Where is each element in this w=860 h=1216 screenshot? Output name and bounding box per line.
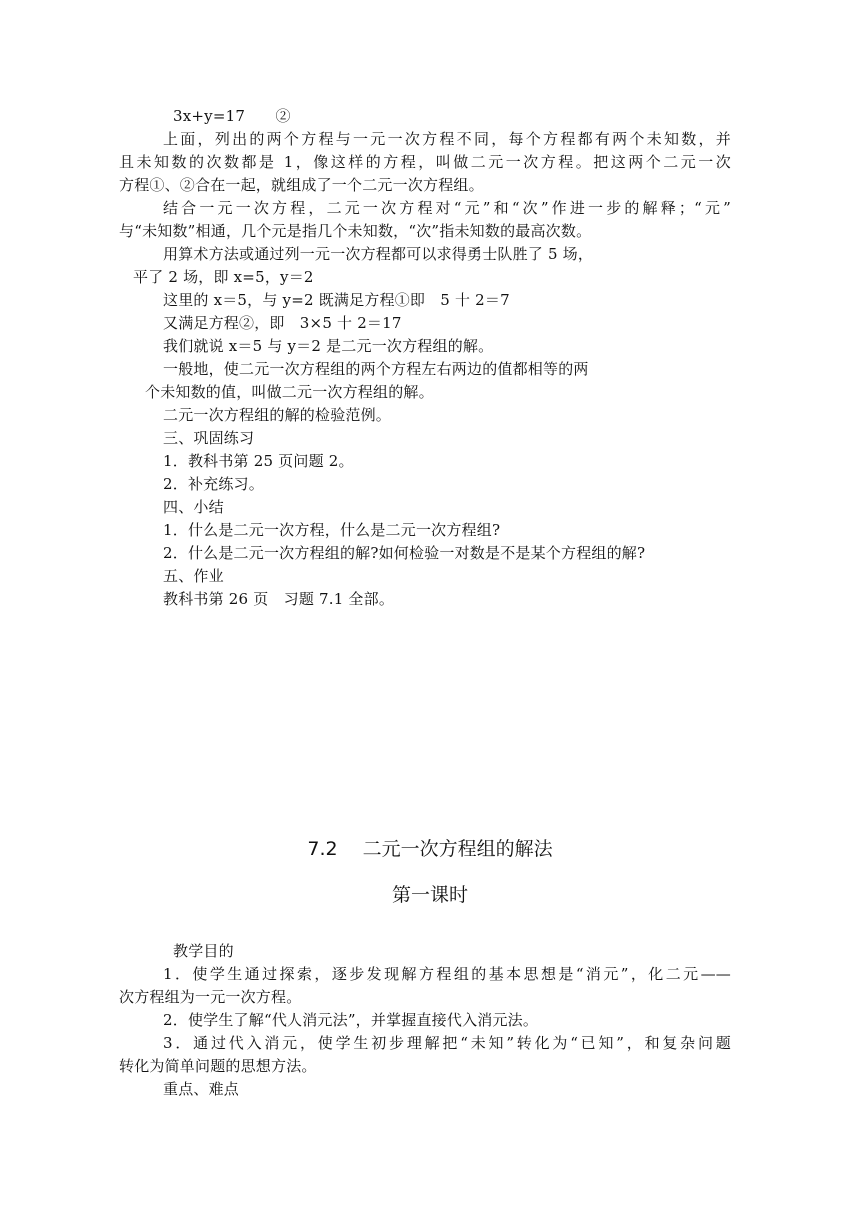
- paragraph-line: 2．使学生了解“代人消元法”，并掌握直接代入消元法。: [163, 1011, 539, 1029]
- list-item: 2．补充练习。: [163, 475, 264, 493]
- section-heading: 四、小结: [163, 498, 224, 516]
- paragraph-line: 我们就说 x＝5 与 y＝2 是二元一次方程组的解。: [163, 337, 494, 355]
- paragraph-line: 转化为简单问题的思想方法。: [119, 1057, 317, 1075]
- paragraph-line: 1．使学生通过探索，逐步发现解方程组的基本思想是“消元”，化二元——: [163, 965, 731, 983]
- paragraph-line: 一般地，使二元一次方程组的两个方程左右两边的值都相等的两: [163, 360, 589, 378]
- section-subtitle: 第一课时: [391, 884, 468, 906]
- paragraph-line: 方程①、②合在一起，就组成了一个二元一次方程组。: [119, 176, 484, 194]
- paragraph-line: 个未知数的值，叫做二元一次方程组的解。: [145, 383, 434, 401]
- equation-2: 3x+y=17 ②: [173, 107, 291, 125]
- list-item: 教科书第 26 页 习题 7.1 全部。: [163, 590, 395, 608]
- list-item: 1．什么是二元一次方程，什么是二元一次方程组?: [163, 521, 501, 539]
- paragraph-line: 且未知数的次数都是 1，像这样的方程，叫做二元一次方程。把这两个二元一次: [119, 153, 731, 171]
- section-heading: 五、作业: [163, 567, 224, 585]
- paragraph-line: 上面，列出的两个方程与一元一次方程不同，每个方程都有两个未知数，并: [163, 130, 731, 148]
- paragraph-line: 二元一次方程组的解的检验范例。: [163, 406, 392, 424]
- paragraph-line: 平了 2 场，即 x=5，y＝2: [133, 268, 314, 286]
- paragraph-line: 3．通过代入消元，使学生初步理解把“未知”转化为“已知”，和复杂问题: [163, 1034, 731, 1052]
- paragraph-line: 与“未知数”相通，几个元是指几个未知数，“次”指未知数的最高次数。: [119, 222, 592, 240]
- section-heading: 三、巩固练习: [163, 429, 255, 447]
- section-heading: 教学目的: [173, 942, 234, 960]
- paragraph-line: 次方程组为一元一次方程。: [119, 988, 302, 1006]
- section-title: 7.2 二元一次方程组的解法: [307, 838, 553, 860]
- paragraph-line: 结合一元一次方程，二元一次方程对“元”和“次”作进一步的解释；“元”: [163, 199, 731, 217]
- paragraph-line: 这里的 x＝5，与 y=2 既满足方程①即 5 十 2＝7: [163, 291, 510, 309]
- section-heading: 重点、难点: [163, 1080, 240, 1098]
- list-item: 1．教科书第 25 页问题 2。: [163, 452, 354, 470]
- list-item: 2．什么是二元一次方程组的解?如何检验一对数是不是某个方程组的解?: [163, 544, 646, 562]
- paragraph-line: 用算术方法或通过列一元一次方程都可以求得勇士队胜了 5 场，: [163, 245, 594, 263]
- paragraph-line: 又满足方程②，即 3×5 十 2＝17: [163, 314, 402, 332]
